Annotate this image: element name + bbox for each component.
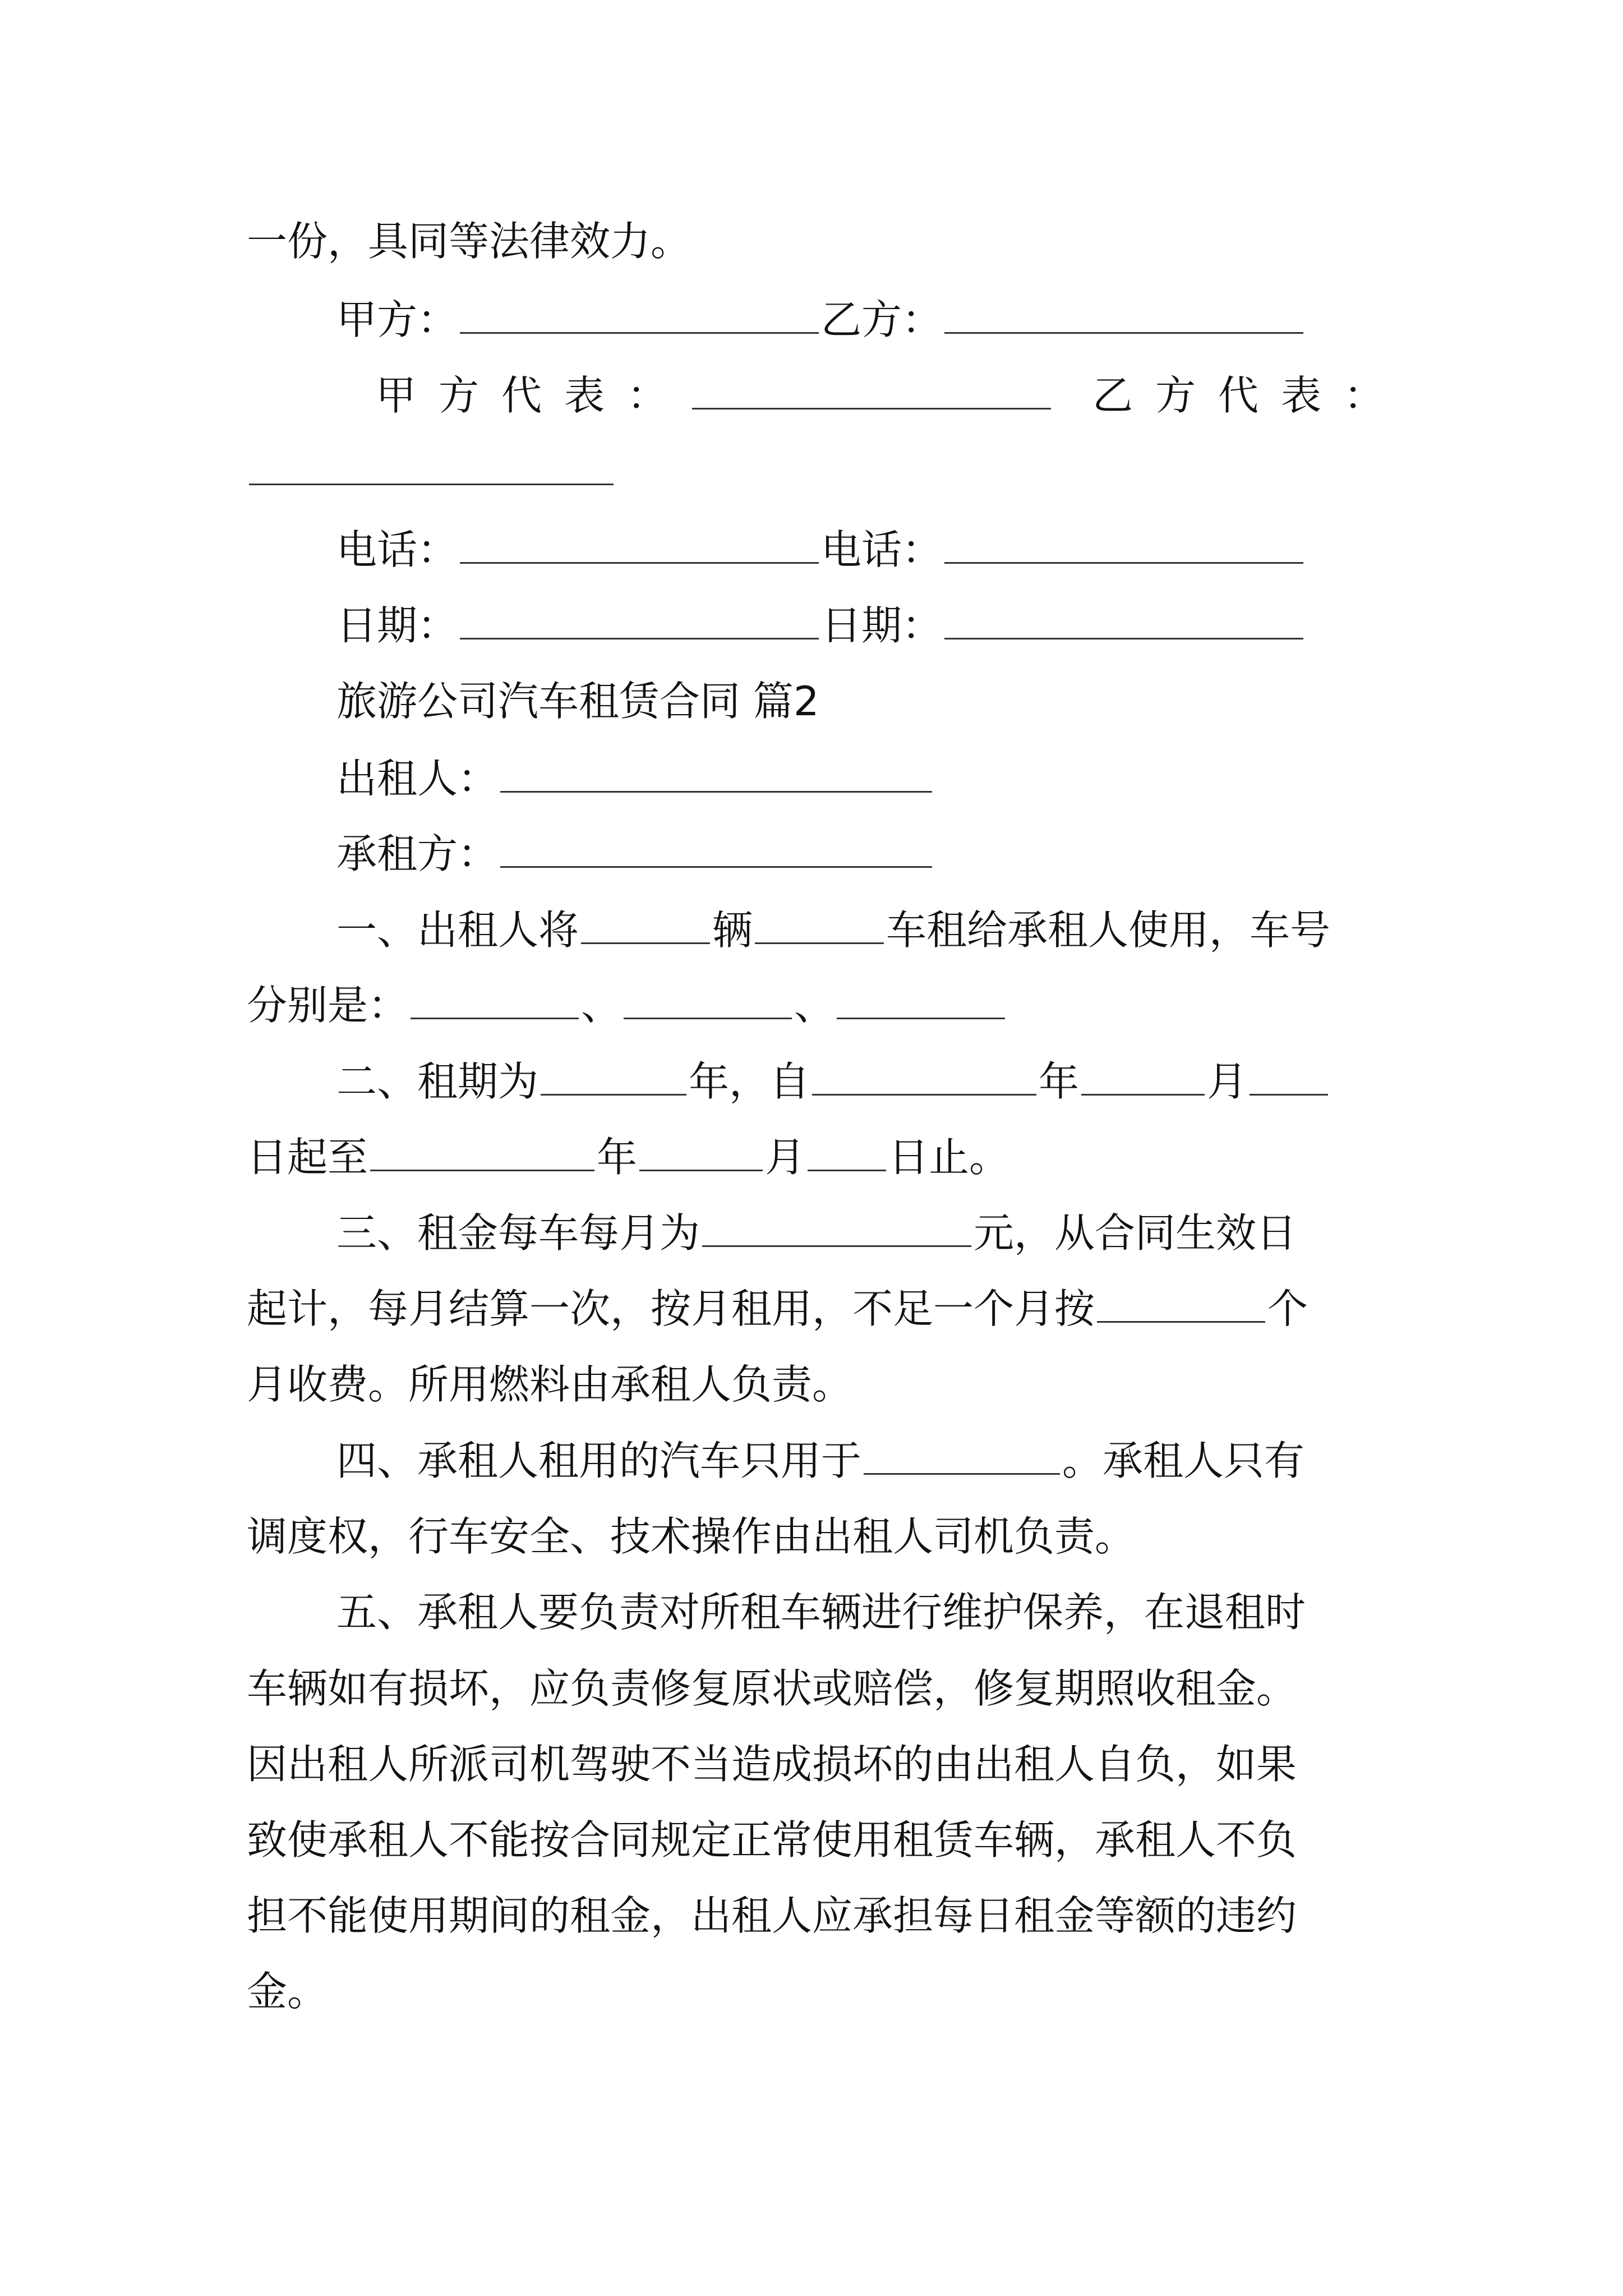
clause-1-line-2: 分别是： 、 、 (247, 977, 1007, 1033)
clause-5-line-3: 因出租人所派司机驾驶不当造成损坏的由出租人自负，如果 (247, 1741, 1297, 1788)
clause-5-line-5: 担不能使用期间的租金，出租人应承担每日租金等额的违约 (247, 1892, 1297, 1939)
signature-row-phone (336, 522, 1306, 578)
plate-number-1-blank[interactable] (411, 981, 579, 1019)
clause-2-line-1: 二、租期为 年，自 年 月 (336, 1053, 1330, 1110)
signature-row-parties (336, 292, 1306, 348)
section-title: 旅游公司汽车租赁合同 篇2 (336, 678, 819, 725)
lessee-label: 承租方： (336, 830, 499, 877)
date-a-label: 日期： (336, 602, 458, 649)
phone-a-blank[interactable] (460, 525, 819, 564)
vehicle-count-blank[interactable] (581, 905, 710, 944)
vehicle-type-blank[interactable] (755, 905, 884, 944)
clause-5-line-2: 车辆如有损坏，应负责修复原状或赔偿，修复期照收租金。 (247, 1665, 1297, 1712)
clause-5-line-4: 致使承租人不能按合同规定正常使用租赁车辆，承租人不负 (247, 1816, 1297, 1864)
lease-years-blank[interactable] (541, 1057, 686, 1096)
start-month-blank[interactable] (1081, 1057, 1205, 1096)
lessor-blank[interactable] (500, 754, 932, 793)
rep-b-blank-line (247, 443, 616, 499)
end-month-blank[interactable] (639, 1133, 763, 1171)
rep-b-blank[interactable] (249, 447, 614, 485)
clause-3-line-3: 月收费。所用燃料由承租人负责。 (247, 1361, 853, 1408)
phone-a-label: 电话： (336, 526, 458, 573)
clause-4-line-2: 调度权，行车安全、技术操作由出租人司机负责。 (247, 1513, 1136, 1560)
start-year-blank[interactable] (812, 1057, 1036, 1096)
rep-a-label: 甲方代表： (376, 372, 690, 419)
clause-5-line-6: 金。 (247, 1968, 328, 2015)
start-day-blank[interactable] (1249, 1057, 1328, 1096)
phone-b-blank[interactable] (944, 525, 1303, 564)
usage-purpose-blank[interactable] (864, 1436, 1060, 1475)
clause-5-line-1: 五、承租人要负责对所租车辆进行维护保养，在退租时 (336, 1589, 1306, 1636)
clause-3-line-1: 三、租金每车每月为 元，从合同生效日 (336, 1209, 1297, 1257)
party-b-label: 乙方： (821, 296, 943, 343)
lessee-blank[interactable] (500, 829, 932, 868)
clause-1-line-1: 一、出租人将 辆 车租给承租人使用，车号 (336, 907, 1331, 954)
rep-a-blank[interactable] (692, 371, 1051, 409)
end-year-blank[interactable] (370, 1133, 594, 1171)
date-a-blank[interactable] (460, 601, 819, 639)
party-a-label: 甲方： (336, 296, 458, 343)
partial-month-blank[interactable] (1097, 1284, 1265, 1323)
lessor-line (336, 751, 934, 807)
plate-number-3-blank[interactable] (837, 981, 1005, 1019)
signature-row-date (336, 597, 1306, 654)
clause-4-line-1: 四、承租人租用的汽车只用于 。承租人只有 (336, 1437, 1305, 1484)
text-line-1: 一份，具同等法律效力。 (247, 218, 691, 265)
lessee-line (336, 826, 934, 882)
lessor-label: 出租人： (336, 755, 499, 802)
monthly-rent-blank[interactable] (702, 1208, 971, 1247)
party-b-blank[interactable] (944, 295, 1303, 334)
plate-number-2-blank[interactable] (624, 981, 792, 1019)
clause-2-line-2: 日起至 年 月 日止。 (247, 1134, 1010, 1181)
phone-b-label: 电话： (821, 526, 943, 573)
end-day-blank[interactable] (808, 1133, 886, 1171)
date-b-label: 日期： (821, 602, 943, 649)
party-a-blank[interactable] (460, 295, 819, 334)
date-b-blank[interactable] (944, 601, 1303, 639)
clause-3-line-2: 起计，每月结算一次，按月租用，不足一个月按 个 (247, 1285, 1308, 1332)
signature-row-representatives (376, 367, 1407, 424)
rep-b-label: 乙方代表： (1092, 372, 1407, 419)
